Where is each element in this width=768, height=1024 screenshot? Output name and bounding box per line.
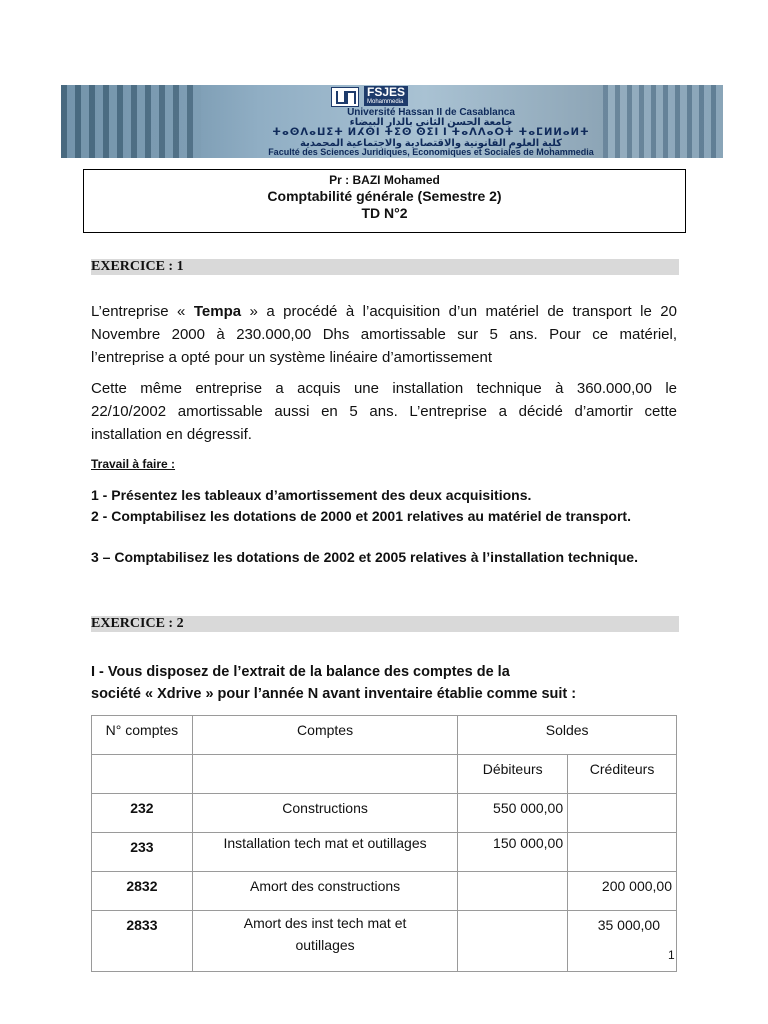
question-3: 3 – Comptabilisez les dotations de 2002 et 2005 relatives à l’installation technique. <box>91 549 638 565</box>
paragraph-line: installation en dégressif. <box>91 426 252 443</box>
header-balances: Soldes <box>458 716 677 755</box>
paragraph-line: L’entreprise « Tempa » a procédé à l’acquisition d’un matériel de transport le 20 <box>91 303 677 320</box>
exercise-1-heading: EXERCICE : 1 <box>91 259 679 275</box>
question-2: 2 - Comptabilisez les dotations de 2000 et 2001 relatives au matériel de transport. <box>91 508 631 524</box>
header-debit: Débiteurs <box>458 755 568 794</box>
banner-university-name: Université Hassan II de Casablanca <box>347 107 515 118</box>
credit-value <box>568 794 677 833</box>
debit-value <box>458 872 568 911</box>
account-number: 232 <box>92 794 193 833</box>
paragraph-line: Novembre 2000 à 230.000,00 Dhs amortissable sur 5 ans. Pour ce matériel, <box>91 326 677 343</box>
debit-value <box>458 911 568 972</box>
course-header-box <box>83 169 686 233</box>
paragraph-line: l’entreprise a opté pour un système linéaire d’amortissement <box>91 349 493 366</box>
banner-faculty-name-arabic: كلية العلوم القانونية والاقتصادية والاجتماعية المحمدية <box>300 138 562 149</box>
banner-university-name-tifinagh: ⵜⴰⵙⴷⴰⵡⵉⵜ ⵍⵃⵙⵏ ⵜⵉⵙ ⵙⵉⵏ ⵏ ⵜⴰⴷⴷⴰⵔⵜ ⵜⴰⵎⵍⵍⴰⵍⵜ <box>272 127 590 138</box>
header-accounts: Comptes <box>192 716 457 755</box>
question-1: 1 - Présentez les tableaux d’amortissement des deux acquisitions. <box>91 487 532 503</box>
university-banner <box>61 85 723 158</box>
university-logo-icon <box>331 87 359 107</box>
work-to-do-label: Travail à faire : <box>91 457 176 471</box>
company-name: Tempa <box>193 303 242 320</box>
course-title: Comptabilité générale (Semestre 2) <box>267 188 502 204</box>
page-number: 1 <box>668 948 675 962</box>
account-number: 233 <box>92 833 193 872</box>
balance-table <box>91 715 677 972</box>
table-subheader-row <box>92 755 677 794</box>
debit-value: 150 000,00 <box>458 833 568 872</box>
td-number: TD N°2 <box>361 205 408 221</box>
debit-value: 550 000,00 <box>458 794 568 833</box>
table-row <box>92 872 677 911</box>
banner-faculty-name: Faculté des Sciences Juridiques, Economiques et Sociales de Mohammedia <box>268 147 594 157</box>
credit-value: 35 000,00 <box>568 911 677 972</box>
exercise-2-intro-line-1: I - Vous disposez de l’extrait de la balance des comptes de la <box>91 664 510 680</box>
credit-value <box>568 833 677 872</box>
exercise-1-paragraph-2 <box>91 377 677 446</box>
building-photo-left <box>61 85 201 158</box>
header-credit: Créditeurs <box>568 755 677 794</box>
table-row <box>92 833 677 872</box>
exercise-2-heading: EXERCICE : 2 <box>91 616 679 632</box>
account-name: Constructions <box>192 794 457 833</box>
account-name: Amort des constructions <box>192 872 457 911</box>
professor-name: Pr : BAZI Mohamed <box>329 173 440 187</box>
exercise-1-paragraph-1 <box>91 300 677 369</box>
empty-cell <box>192 755 457 794</box>
credit-value: 200 000,00 <box>568 872 677 911</box>
table-row <box>92 794 677 833</box>
account-name: Amort des inst tech mat et outillages <box>192 911 457 972</box>
header-account-number: N° comptes <box>92 716 193 755</box>
paragraph-line: Cette même entreprise a acquis une installation technique à 360.000,00 le <box>91 380 677 397</box>
empty-cell <box>92 755 193 794</box>
account-number: 2832 <box>92 872 193 911</box>
banner-university-name-arabic: جامعة الحسن الثاني بالدار البيضاء <box>349 117 513 128</box>
table-header-row <box>92 716 677 755</box>
table-row <box>92 911 677 972</box>
fsjes-logo: FSJES Mohammedia <box>364 86 408 106</box>
paragraph-line: 22/10/2002 amortissable aussi en 5 ans. L’entreprise a décidé d’amortir cette <box>91 403 677 420</box>
account-name: Installation tech mat et outillages <box>192 833 457 872</box>
exercise-2-intro-line-2: société « Xdrive » pour l’année N avant inventaire établie comme suit : <box>91 686 577 702</box>
account-number: 2833 <box>92 911 193 972</box>
